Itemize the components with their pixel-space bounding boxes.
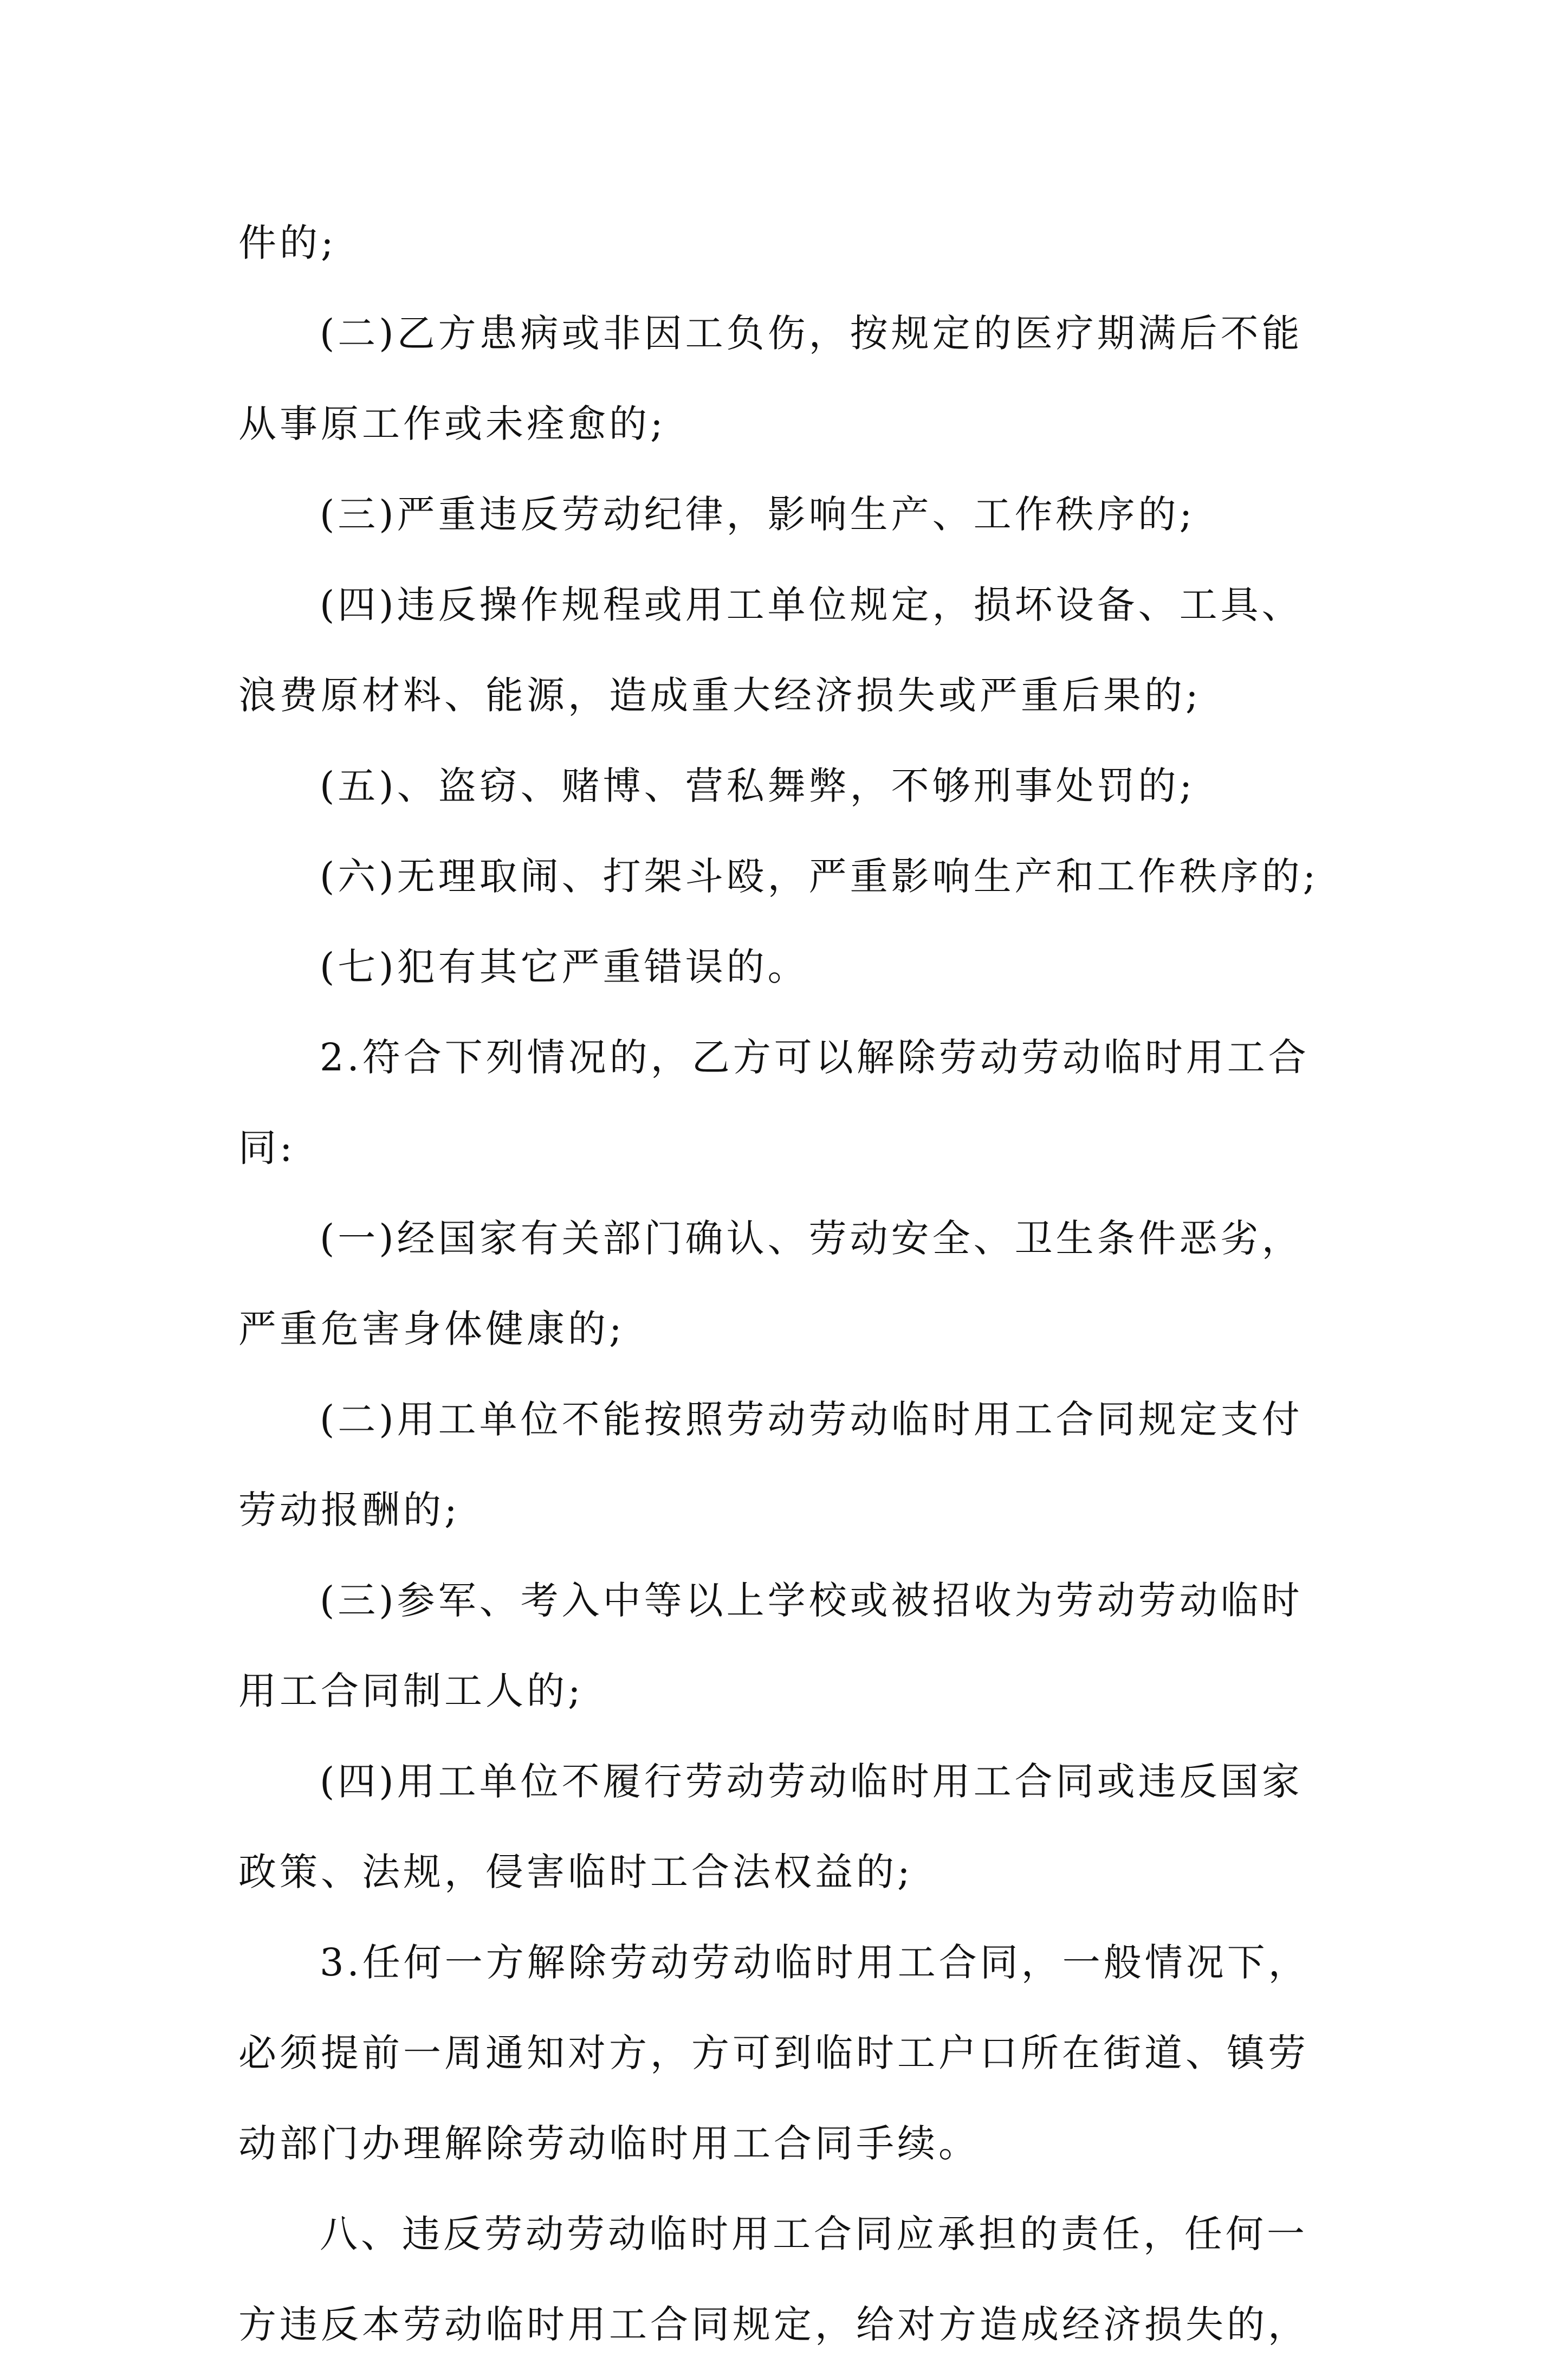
text-line: 八、违反劳动劳动临时用工合同应承担的责任，任何一 bbox=[320, 2212, 1308, 2256]
text-line: 政策、法规，侵害临时工合法权益的; bbox=[238, 1850, 913, 1894]
text-line: (三)严重违反劳动纪律，影响生产、工作秩序的; bbox=[320, 492, 1196, 537]
text-line: (六)无理取闹、打架斗殴，严重影响生产和工作秩序的; bbox=[320, 854, 1319, 899]
document-body bbox=[238, 198, 1344, 2370]
text-line: 用工合同制工人的; bbox=[238, 1669, 584, 1713]
text-line: 件的; bbox=[238, 221, 337, 265]
text-line: 方违反本劳动临时用工合同规定，给对方造成经济损失的， bbox=[238, 2302, 1309, 2347]
text-line: (一)经国家有关部门确认、劳动安全、卫生条件恶劣， bbox=[320, 1216, 1303, 1261]
text-line: 同: bbox=[238, 1126, 296, 1170]
text-line: 从事原工作或未痊愈的; bbox=[238, 402, 666, 446]
text-line: 3.任何一方解除劳动劳动临时用工合同，一般情况下， bbox=[320, 1940, 1310, 1985]
text-line: (四)违反操作规程或用工单位规定，损坏设备、工具、 bbox=[320, 583, 1303, 627]
text-line: 动部门办理解除劳动临时用工合同手续。 bbox=[238, 2121, 980, 2166]
text-line: (五)、盗窃、赌博、营私舞弊，不够刑事处罚的; bbox=[320, 764, 1196, 808]
text-line: 严重危害身体健康的; bbox=[238, 1307, 625, 1351]
text-line: (七)犯有其它严重错误的。 bbox=[320, 945, 809, 989]
text-line: (四)用工单位不履行劳动劳动临时用工合同或违反国家 bbox=[320, 1759, 1303, 1804]
text-line: (二)用工单位不能按照劳动劳动临时用工合同规定支付 bbox=[320, 1397, 1303, 1442]
text-line: 浪费原材料、能源，造成重大经济损失或严重后果的; bbox=[238, 673, 1202, 718]
text-line: 必须提前一周通知对方，方可到临时工户口所在街道、镇劳 bbox=[238, 2031, 1309, 2075]
text-line: (二)乙方患病或非因工负伤，按规定的医疗期满后不能 bbox=[320, 311, 1303, 356]
text-line: (三)参军、考入中等以上学校或被招收为劳动劳动临时 bbox=[320, 1578, 1303, 1623]
text-line: 2.符合下列情况的，乙方可以解除劳动劳动临时用工合 bbox=[320, 1035, 1310, 1080]
text-line: 劳动报酬的; bbox=[238, 1488, 461, 1532]
